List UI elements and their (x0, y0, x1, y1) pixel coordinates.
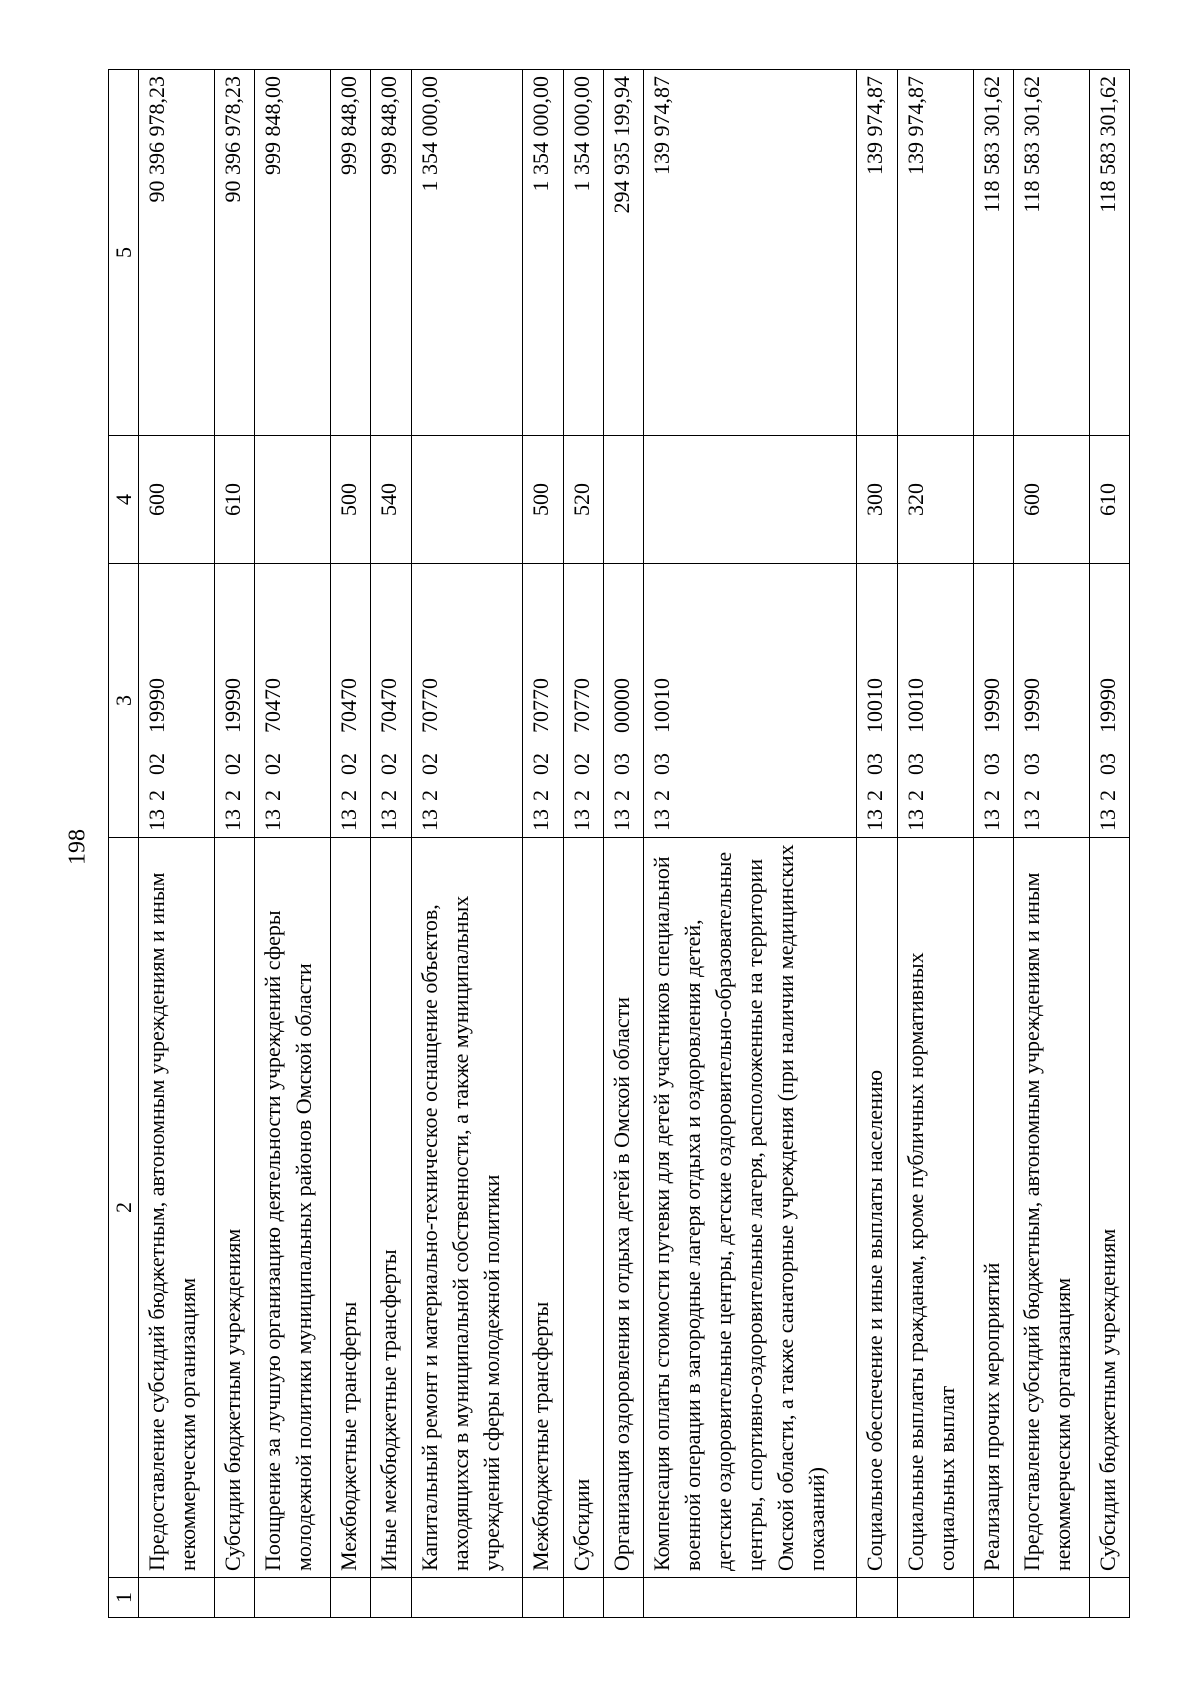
row-amount: 999 848,00 (255, 70, 331, 436)
row-description: Межбюджетные трансферты (523, 838, 563, 1578)
row-code (1089, 564, 1129, 838)
row-amount: 139 974,87 (857, 70, 897, 436)
row-index-cell (371, 1578, 411, 1618)
row-index-cell (897, 1578, 973, 1618)
code-part-4: 70770 (416, 678, 442, 733)
code-part-1: 13 (260, 809, 286, 831)
row-expense-type: 500 (523, 436, 563, 564)
code-part-1: 13 (1094, 809, 1120, 831)
row-expense-type: 300 (857, 436, 897, 564)
table-row (643, 70, 856, 1618)
row-expense-type: 600 (1013, 436, 1089, 564)
table-row (973, 70, 1013, 1618)
code-part-2: 2 (568, 790, 594, 801)
code-part-2: 2 (219, 790, 245, 801)
code-part-2: 2 (260, 790, 286, 801)
code-part-2: 2 (1018, 790, 1044, 801)
row-code (523, 564, 563, 838)
row-amount: 999 848,00 (371, 70, 411, 436)
code-part-2: 2 (144, 790, 169, 801)
row-amount: 999 848,00 (331, 70, 371, 436)
code-part-3: 02 (528, 753, 554, 775)
row-amount: 1 354 000,00 (411, 70, 523, 436)
row-index-cell (1089, 1578, 1129, 1618)
row-amount: 90 396 978,23 (139, 70, 215, 436)
code-part-1: 13 (376, 809, 402, 831)
code-part-1: 13 (528, 809, 554, 831)
code-part-4: 19990 (1094, 678, 1120, 733)
code-part-2: 2 (336, 790, 362, 801)
code-part-2: 2 (978, 790, 1004, 801)
row-description: Иные межбюджетные трансферты (371, 838, 411, 1578)
row-description: Субсидии бюджетным учреждениям (214, 838, 254, 1578)
code-part-3: 02 (568, 753, 594, 775)
row-index-cell (214, 1578, 254, 1618)
row-description: Предоставление субсидий бюджетным, автономным учреждениям и иным некоммерческим организациям (1013, 838, 1089, 1578)
row-expense-type (255, 436, 331, 564)
code-part-2: 2 (862, 790, 888, 801)
row-description: Компенсация оплаты стоимости путевки для детей участников специальной военной операции в загородные лагеря отдыха и оздоровления детей, детские оздоровительные центры, детские оздоровительно-образовательные центры, спортивно-оздоровительные лагеря, расположенные на территории Омской области, а также санаторные учреждения (при наличии медицинских показаний) (643, 838, 856, 1578)
code-part-3: 03 (862, 753, 888, 775)
table-row (1013, 70, 1089, 1618)
row-code (139, 564, 215, 838)
code-part-4: 19990 (219, 678, 245, 733)
row-amount: 294 935 199,94 (603, 70, 643, 436)
code-part-3: 03 (648, 753, 674, 775)
table-row (371, 70, 411, 1618)
row-index-cell (523, 1578, 563, 1618)
row-description: Субсидии бюджетным учреждениям (1089, 838, 1129, 1578)
code-part-3: 02 (144, 753, 169, 775)
code-part-2: 2 (416, 790, 442, 801)
table-row (1089, 70, 1129, 1618)
row-code (214, 564, 254, 838)
code-part-1: 13 (144, 809, 169, 831)
row-index-cell (139, 1578, 215, 1618)
code-part-3: 03 (978, 753, 1004, 775)
row-index-cell (563, 1578, 603, 1618)
row-description: Социальное обеспечение и иные выплаты населению (857, 838, 897, 1578)
code-part-4: 70470 (336, 678, 362, 733)
header-col-3: 3 (109, 564, 139, 838)
row-amount: 1 354 000,00 (563, 70, 603, 436)
row-amount: 118 583 301,62 (1013, 70, 1089, 436)
code-part-1: 13 (608, 809, 634, 831)
row-code (371, 564, 411, 838)
code-part-2: 2 (1094, 790, 1120, 801)
row-description: Субсидии (563, 838, 603, 1578)
row-code (973, 564, 1013, 838)
row-expense-type: 500 (331, 436, 371, 564)
code-part-1: 13 (862, 809, 888, 831)
row-expense-type (411, 436, 523, 564)
code-part-1: 13 (978, 809, 1004, 831)
row-code (897, 564, 973, 838)
row-index-cell (331, 1578, 371, 1618)
row-expense-type: 520 (563, 436, 603, 564)
table-row (411, 70, 523, 1618)
row-expense-type (603, 436, 643, 564)
row-description: Капитальный ремонт и материально-техническое оснащение объектов, находящихся в муниципальной собственности, а также муниципальных учреждений сферы молодежной политики (411, 838, 523, 1578)
code-part-3: 02 (219, 753, 245, 775)
row-expense-type: 540 (371, 436, 411, 564)
code-part-1: 13 (336, 809, 362, 831)
code-part-2: 2 (902, 790, 928, 801)
code-part-1: 13 (416, 809, 442, 831)
table-frame (108, 70, 1130, 1618)
code-part-1: 13 (1018, 809, 1044, 831)
code-part-4: 10010 (648, 678, 674, 733)
code-part-3: 02 (376, 753, 402, 775)
code-part-2: 2 (528, 790, 554, 801)
code-part-3: 03 (608, 753, 634, 775)
table-row (139, 70, 215, 1618)
code-part-4: 70770 (528, 678, 554, 733)
row-expense-type (973, 436, 1013, 564)
code-part-4: 70470 (260, 678, 286, 733)
code-part-2: 2 (608, 790, 634, 801)
row-code (331, 564, 371, 838)
row-code (643, 564, 856, 838)
row-description: Социальные выплаты гражданам, кроме публичных нормативных социальных выплат (897, 838, 973, 1578)
table-row (214, 70, 254, 1618)
code-part-1: 13 (648, 809, 674, 831)
table-row (603, 70, 643, 1618)
row-expense-type: 600 (139, 436, 215, 564)
code-part-4: 10010 (862, 678, 888, 733)
row-amount: 118 583 301,62 (973, 70, 1013, 436)
code-part-4: 10010 (902, 678, 928, 733)
header-row (109, 70, 139, 1618)
row-code (255, 564, 331, 838)
row-code (603, 564, 643, 838)
budget-table (108, 69, 1130, 1618)
row-code (563, 564, 603, 838)
code-part-3: 03 (1018, 753, 1044, 775)
rotated-table-container (108, 70, 1130, 1618)
code-part-4: 00000 (608, 678, 634, 733)
row-index-cell (1013, 1578, 1089, 1618)
row-expense-type: 610 (1089, 436, 1129, 564)
table-row (857, 70, 897, 1618)
row-description: Реализация прочих мероприятий (973, 838, 1013, 1578)
row-code (1013, 564, 1089, 838)
row-description: Организация оздоровления и отдыха детей в Омской области (603, 838, 643, 1578)
code-part-4: 19990 (1018, 678, 1044, 733)
row-expense-type: 320 (897, 436, 973, 564)
code-part-2: 2 (376, 790, 402, 801)
row-code (857, 564, 897, 838)
code-part-3: 02 (336, 753, 362, 775)
row-expense-type (643, 436, 856, 564)
row-amount: 1 354 000,00 (523, 70, 563, 436)
header-col-2: 2 (109, 838, 139, 1578)
row-amount: 139 974,87 (643, 70, 856, 436)
row-description: Предоставление субсидий бюджетным, автономным учреждениям и иным некоммерческим организациям (139, 838, 215, 1578)
row-index-cell (973, 1578, 1013, 1618)
code-part-2: 2 (648, 790, 674, 801)
row-index-cell (255, 1578, 331, 1618)
table-row (563, 70, 603, 1618)
code-part-4: 70770 (568, 678, 594, 733)
code-part-3: 02 (416, 753, 442, 775)
row-description: Межбюджетные трансферты (331, 838, 371, 1578)
code-part-1: 13 (568, 809, 594, 831)
table-row (255, 70, 331, 1618)
code-part-3: 03 (902, 753, 928, 775)
row-amount: 90 396 978,23 (214, 70, 254, 436)
header-col-1: 1 (109, 1578, 139, 1618)
code-part-4: 19990 (144, 678, 169, 733)
table-row (523, 70, 563, 1618)
row-index-cell (603, 1578, 643, 1618)
row-index-cell (411, 1578, 523, 1618)
row-code (411, 564, 523, 838)
code-part-3: 03 (1094, 753, 1120, 775)
row-index-cell (857, 1578, 897, 1618)
code-part-4: 70470 (376, 678, 402, 733)
code-part-3: 02 (260, 753, 286, 775)
code-part-1: 13 (219, 809, 245, 831)
row-index-cell (643, 1578, 856, 1618)
table-row (897, 70, 973, 1618)
code-part-1: 13 (902, 809, 928, 831)
row-amount: 139 974,87 (897, 70, 973, 436)
header-col-5: 5 (109, 70, 139, 436)
table-row (331, 70, 371, 1618)
row-expense-type: 610 (214, 436, 254, 564)
header-col-4: 4 (109, 436, 139, 564)
row-description: Поощрение за лучшую организацию деятельности учреждений сферы молодежной политики муниципальных районов Омской области (255, 838, 331, 1578)
row-amount: 118 583 301,62 (1089, 70, 1129, 436)
code-part-4: 19990 (978, 678, 1004, 733)
page-number: 198 (64, 829, 91, 865)
